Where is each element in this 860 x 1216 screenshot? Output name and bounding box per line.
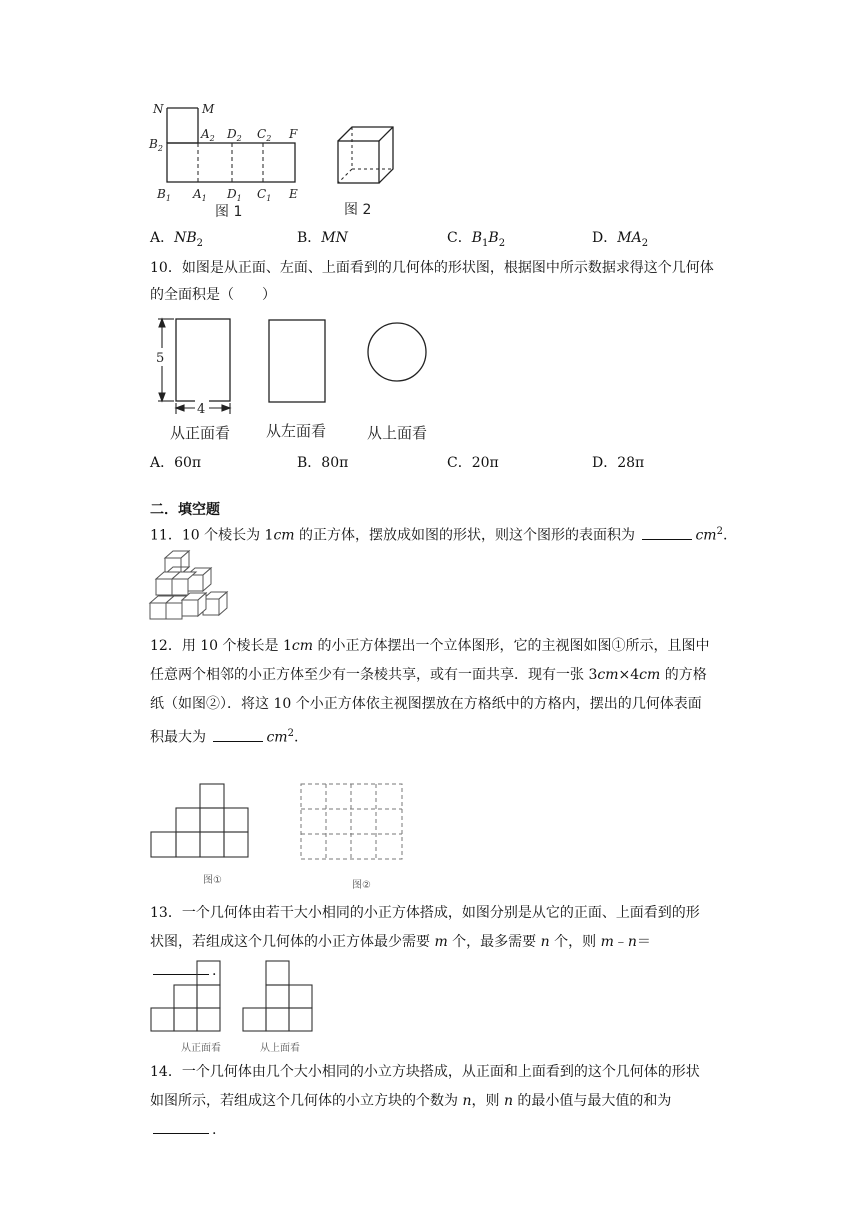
q11-cube-stack — [145, 548, 240, 628]
q12-answer-blank[interactable] — [213, 727, 263, 742]
q13-label-top: 从上面看 — [260, 1043, 300, 1054]
q9-option-d[interactable]: D．$MA_2$ — [592, 230, 649, 249]
q10-option-b[interactable]: B．80π — [297, 455, 349, 471]
label-B1: $B_1$ — [157, 187, 171, 203]
label-C2: $C_2$ — [257, 127, 272, 143]
q11-stem: 11．10 个棱长为 1cm 的正方体，摆放成如图的形状，则这个图形的表面积为 $cm^2$. — [150, 526, 728, 544]
q12-fig1-caption: 图① — [203, 875, 222, 886]
label-C1: $C_1$ — [257, 187, 272, 203]
q13-views — [148, 958, 338, 1056]
q9-fig2-caption: 图 2 — [344, 202, 372, 218]
q14-answer-blank[interactable] — [153, 1119, 209, 1134]
label-F: F — [289, 127, 298, 141]
label-A1: $A_1$ — [193, 187, 207, 203]
q14-stem: 14．一个几何体由几个大小相同的小立方块搭成，从正面和上面看到的这个几何体的形状如图所示，若组成这个几何体的小立方块的个数为 n，则 n 的最小值与最大值的和为 . — [150, 1064, 700, 1138]
label-D2: $D_2$ — [227, 127, 242, 143]
top-view-circle — [368, 323, 426, 381]
q12-figure-2-grid-paper — [298, 781, 408, 893]
q12-stem: 12．用 10 个棱长是 1cm 的小正方体摆出一个立体图形，它的主视图如图①所示，且图中任意两个相邻的小正方体至少有一条棱共享，或有一面共享．现有一张 3cm×4cm 的方格纸（如图②）．将这 10 个小正方体依主视图摆放在方格纸中的方格内，摆出的几何体表面积最大为 $cm^2$. — [150, 638, 710, 746]
q10-stem-line2: 的全面积是（ ） — [150, 287, 276, 303]
q9-fig1-caption: 图 1 — [215, 204, 243, 220]
q13-label-front: 从正面看 — [181, 1043, 221, 1054]
q13-stem: 13．一个几何体由若干大小相同的小正方体搭成，如图分别是从它的正面、上面看到的形状图，若组成这个几何体的小正方体最少需要 m 个，最多需要 n 个，则 m﹣n＝. — [150, 905, 700, 979]
label-left-view: 从左面看 — [266, 422, 327, 440]
q9-figure-1-net — [145, 98, 315, 223]
q10-option-a[interactable]: A．60π — [150, 455, 202, 471]
label-A2: $A_2$ — [201, 127, 215, 143]
label-D1: $D_1$ — [227, 187, 242, 203]
label-B2: $B_2$ — [149, 137, 163, 153]
left-view-rect — [269, 320, 325, 402]
q9-figure-2-cube — [330, 120, 410, 220]
q9-option-b[interactable]: B．MN — [297, 230, 348, 246]
label-E: E — [289, 187, 298, 201]
q12-figure-1-front-view — [148, 782, 258, 887]
label-top-view: 从上面看 — [367, 424, 428, 442]
section-title-fill-blank: 二．填空题 — [150, 502, 220, 518]
q10-three-views — [150, 312, 450, 447]
q10-option-c[interactable]: C．20π — [447, 455, 499, 471]
q12-fig2-caption: 图② — [352, 880, 371, 891]
dim-height: 5 — [156, 351, 165, 366]
label-M: M — [202, 102, 215, 116]
q10-option-d[interactable]: D．28π — [592, 455, 645, 471]
q11-answer-blank[interactable] — [642, 525, 692, 540]
front-view-rect — [176, 319, 230, 401]
label-N: N — [153, 102, 164, 116]
q9-option-c[interactable]: C．$B_1B_2$ — [447, 230, 506, 249]
q10-stem-line1: 10．如图是从正面、左面、上面看到的几何体的形状图，根据图中所示数据求得这个几何体 — [150, 260, 714, 276]
label-front-view: 从正面看 — [170, 424, 231, 442]
q9-option-a[interactable]: A．$NB_2$ — [150, 230, 204, 249]
dim-width: 4 — [197, 402, 206, 417]
